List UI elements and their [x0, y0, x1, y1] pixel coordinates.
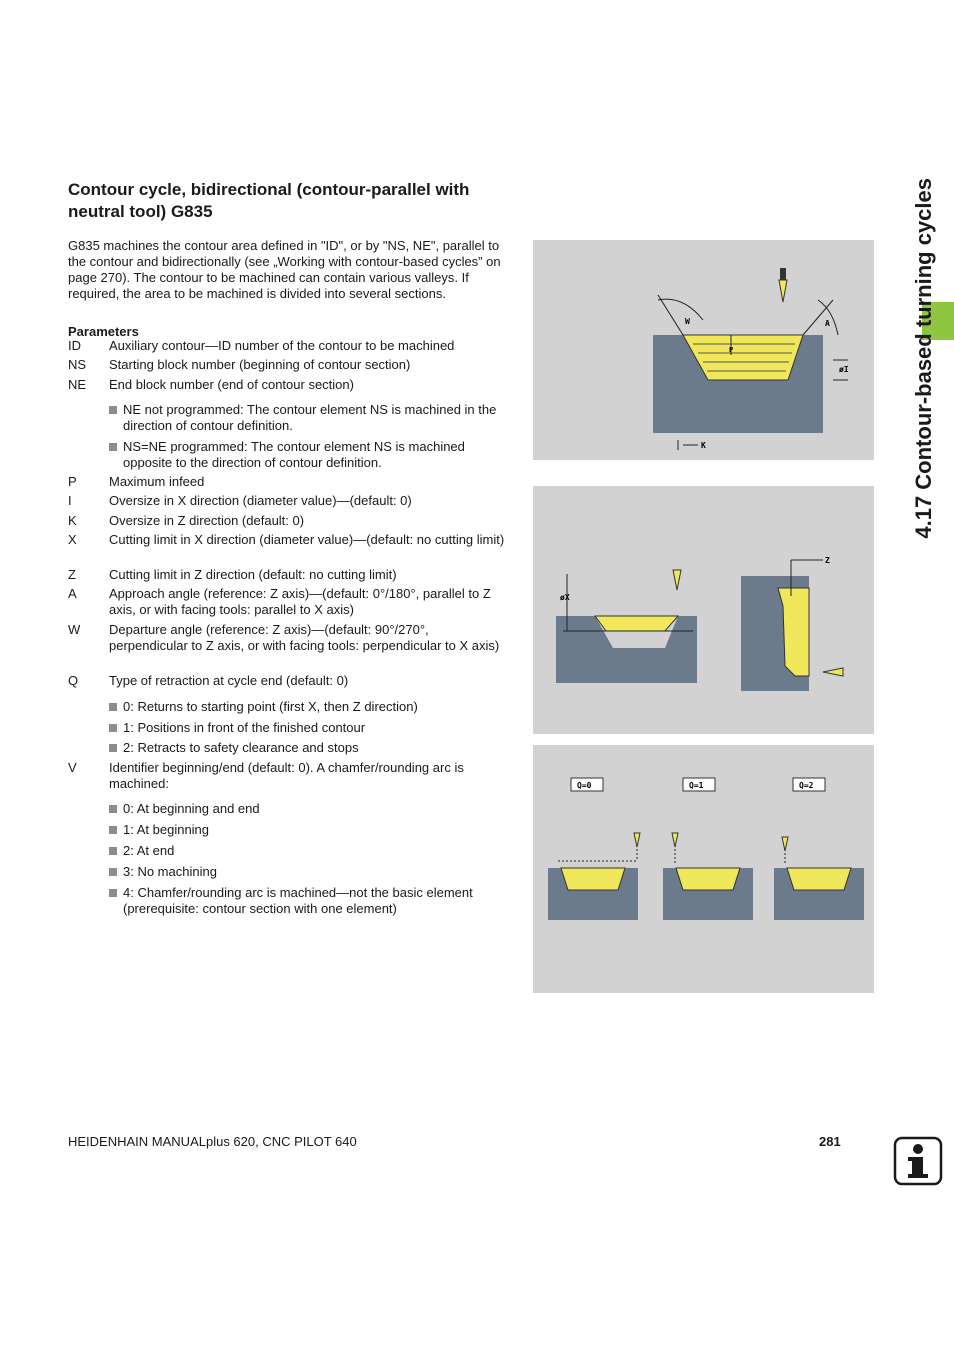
param-key: P [68, 474, 77, 489]
label-q1: Q=1 [689, 781, 704, 790]
param-desc: Identifier beginning/end (default: 0). A chamfer/rounding arc is machined: [109, 760, 464, 791]
param-desc: Oversize in X direction (diameter value)—(default: 0) [109, 493, 412, 508]
label-w: W [685, 317, 690, 326]
tool-icon-2 [823, 668, 843, 676]
param-key: X [68, 532, 77, 547]
param-desc: Auxiliary contour—ID number of the contour to be machined [109, 338, 455, 353]
param-desc: Approach angle (reference: Z axis)—(default: 0°/180°, parallel to Z axis, or with facing tools: parallel to X axis) [109, 586, 491, 617]
param-key: Z [68, 567, 76, 582]
param-desc: Departure angle (reference: Z axis)—(default: 90°/270°, perpendicular to Z axis, or with facing tools: perpendicular to X axis) [109, 622, 500, 653]
tool-icon [779, 280, 787, 302]
tool-icon-q2 [782, 837, 788, 851]
info-icon [893, 1136, 943, 1186]
square-bullet-icon [109, 703, 117, 711]
figure-retraction-types [533, 745, 874, 993]
chapter-side-tab [878, 178, 954, 798]
param-key: I [68, 493, 72, 508]
label-q0: Q=0 [577, 781, 592, 790]
option-text: 0: At beginning and end [123, 801, 260, 816]
param-key: V [68, 760, 77, 775]
param-key: NS [68, 357, 87, 372]
option-text: NS=NE programmed: The contour element NS is machined opposite to the direction of contour definition. [123, 439, 465, 470]
param-key: NE [68, 377, 87, 392]
square-bullet-icon [109, 406, 117, 414]
label-z: Z [825, 556, 830, 565]
square-bullet-icon [109, 889, 117, 897]
label-a: A [825, 319, 830, 328]
param-desc: Oversize in Z direction (default: 0) [109, 513, 305, 528]
option-text: 2: Retracts to safety clearance and stops [123, 740, 359, 755]
square-bullet-icon [109, 868, 117, 876]
param-key: W [68, 622, 81, 637]
option-text: 1: At beginning [123, 822, 210, 837]
square-bullet-icon [109, 724, 117, 732]
option-text: 1: Positions in front of the finished contour [123, 720, 366, 735]
cut-area-1 [595, 616, 678, 631]
param-desc: Cutting limit in Z direction (default: no cutting limit) [109, 567, 397, 582]
section-title: Contour cycle, bidirectional (contour-parallel with neutral tool) G835 [68, 180, 470, 221]
tool-icon-q1 [672, 833, 678, 847]
tool-icon-1 [673, 570, 681, 590]
label-p: P [729, 346, 734, 354]
square-bullet-icon [109, 443, 117, 451]
param-desc: Type of retraction at cycle end (default: 0) [109, 673, 349, 688]
param-desc: Maximum infeed [109, 474, 205, 489]
square-bullet-icon [109, 847, 117, 855]
label-i: øI [839, 365, 849, 374]
figure-drawing [533, 486, 874, 734]
param-key: A [68, 586, 77, 601]
option-text: 4: Chamfer/rounding arc is machined—not the basic element (prerequisite: contour section with one element) [123, 885, 473, 916]
param-key: K [68, 513, 77, 528]
tool-icon-q0 [634, 833, 640, 847]
label-q2: Q=2 [799, 781, 814, 790]
param-desc: Starting block number (beginning of contour section) [109, 357, 411, 372]
figure-g835-overview [533, 240, 874, 460]
figure-cutting-limits [533, 486, 874, 734]
option-text: 3: No machining [123, 864, 217, 879]
figure-drawing [533, 745, 874, 993]
param-key: Q [68, 673, 79, 688]
label-x: øX [560, 593, 570, 602]
footer-product: HEIDENHAIN MANUALplus 620, CNC PILOT 640 [68, 1134, 357, 1149]
param-key: ID [68, 338, 81, 353]
page-number: 281 [819, 1134, 841, 1149]
label-k: K [701, 441, 706, 450]
square-bullet-icon [109, 826, 117, 834]
square-bullet-icon [109, 805, 117, 813]
intro-paragraph: G835 machines the contour area defined in "ID", or by "NS, NE", parallel to the contour and bidirectionally (see „Working with contour-based cycles” on page 270). The contour to be machined can contain various valleys. If required, the area to be machined is divided into several sections. [68, 238, 501, 301]
param-desc: End block number (end of contour section) [109, 377, 354, 392]
figure-drawing [533, 240, 874, 460]
option-text: 2: At end [123, 843, 175, 858]
chapter-label: 4.17 Contour-based turning cycles [911, 178, 936, 539]
param-desc: Cutting limit in X direction (diameter value)—(default: no cutting limit) [109, 532, 505, 547]
option-text: 0: Returns to starting point (first X, then Z direction) [123, 699, 418, 714]
square-bullet-icon [109, 744, 117, 752]
parameters-heading: Parameters [68, 324, 139, 339]
option-text: NE not programmed: The contour element NS is machined in the direction of contour definition. [123, 402, 497, 433]
